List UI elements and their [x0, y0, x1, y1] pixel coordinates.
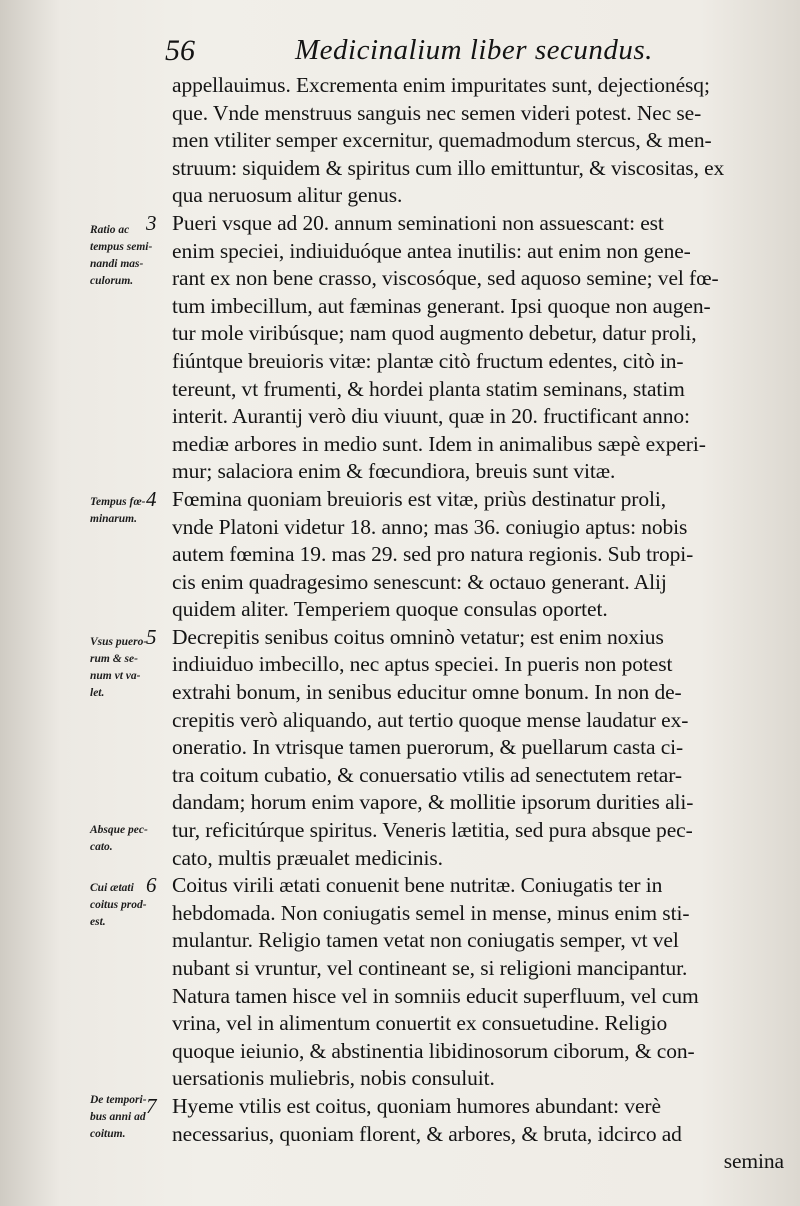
text-line: vrina, vel in alimentum conuertit ex consuetudine. Religio	[172, 1011, 668, 1036]
margin-note-line: culorum.	[90, 275, 134, 287]
text-line: tereunt, vt frumenti, & hordei planta statim seminans, statim	[172, 376, 685, 401]
text-line: qua neruosum alitur genus.	[172, 183, 403, 208]
margin-note-line: Cui ætati	[90, 882, 134, 894]
paragraph-number: 3	[146, 211, 157, 235]
text-line: struum: siquidem & spiritus cum illo emittuntur, & viscositas, ex	[172, 155, 725, 180]
margin-note-line: coitus prod-	[90, 899, 147, 911]
paragraph-number: 5	[146, 625, 157, 649]
margin-note-line: bus anni ad	[90, 1111, 146, 1123]
margin-note-line: let.	[90, 687, 105, 699]
text-line: nubant si vruntur, vel contineant se, si religioni mancipantur.	[172, 956, 688, 980]
text-line: Fœmina quoniam breuioris est vitæ, priùs destinatur proli,	[172, 486, 667, 511]
margin-note-line: De tempori-	[90, 1094, 147, 1106]
text-line: Decrepitis senibus coitus omninò vetatur; est enim noxius	[172, 624, 664, 649]
margin-note-absque	[90, 822, 174, 856]
text-line: Hyeme vtilis est coitus, quoniam humores abundant: verè	[172, 1093, 661, 1118]
text-line: cato, multis præualet medicinis.	[172, 845, 443, 870]
text-line: interit. Aurantij verò diu viuunt, quæ in 20. fructificant anno:	[172, 404, 690, 429]
text-line: mediæ arbores in medio sunt. Idem in animalibus sæpè experi-	[172, 431, 706, 456]
text-line: appellauimus. Excrementa enim impuritates sunt, dejectionésq;	[172, 73, 710, 97]
text-line: dandam; horum enim vapore, & mollitie ipsorum durities ali-	[172, 790, 694, 815]
text-line: mur; salaciora enim & fœcundiora, breuis sunt vitæ.	[172, 459, 616, 484]
margin-note-line: num vt va-	[90, 670, 141, 682]
text-line: quoque ieiunio, & abstinentia libidinosorum ciborum, & con-	[172, 1038, 695, 1063]
paragraph-number: 7	[146, 1094, 157, 1119]
margin-note-line: cato.	[90, 841, 113, 853]
margin-note-line: est.	[90, 916, 106, 928]
text-line: uersationis muliebris, nobis consuluit.	[172, 1066, 495, 1091]
margin-note-tempus	[90, 494, 174, 528]
text-line: autem fœmina 19. mas 29. sed pro natura regionis. Sub tropi-	[172, 542, 694, 567]
text-line: tum imbecillum, aut fæminas generant. Ipsi quoque non augen-	[172, 293, 711, 318]
margin-note-line: minarum.	[90, 513, 137, 525]
page-number: 56	[165, 34, 195, 67]
text-line: que. Vnde menstruus sanguis nec semen videri potest. Nec se-	[172, 100, 702, 125]
text-line: tur, reficitúrque spiritus. Veneris lætitia, sed pura absque pec-	[172, 818, 693, 843]
text-line: mulantur. Religio tamen vetat non coniugatis semper, vt vel	[172, 928, 679, 953]
text-line: Natura tamen hisce vel in somniis educit superfluum, vel cum	[172, 983, 699, 1008]
margin-note-line: Tempus fœ-	[90, 496, 146, 508]
text-line: Coitus virili ætati conuenit bene nutritæ. Coniugatis ter in	[172, 873, 663, 898]
margin-note-line: Absque pec-	[90, 824, 148, 836]
paragraph-number: 4	[146, 487, 157, 511]
text-line: rant ex non bene crasso, viscosóque, sed aquoso semine; vel fœ-	[172, 266, 719, 291]
body-text	[146, 72, 784, 1176]
text-line: quidem aliter. Temperiem quoque consulas oportet.	[172, 597, 608, 622]
margin-note-line: Ratio ac	[90, 224, 130, 236]
margin-note-line: Vsus puero-	[90, 636, 148, 648]
text-line: oneratio. In vtrisque tamen puerorum, & puellarum casta ci-	[172, 735, 684, 760]
text-line: fiúntque breuioris vitæ: plantæ citò fructum edentes, citò in-	[172, 348, 684, 373]
margin-note-cui	[90, 880, 174, 931]
text-line: vnde Platoni videtur 18. anno; mas 36. coniugio aptus: nobis	[172, 514, 688, 539]
text-line: tur mole viribúsque; nam quod augmento debetur, datur proli,	[172, 321, 697, 346]
text-line: indiuiduo imbecillo, nec aptus speciei. In pueris non potest	[172, 652, 673, 677]
text-line: hebdomada. Non coniugatis semel in mense, minus enim sti-	[172, 900, 690, 925]
text-line: enim speciei, indiuiduóque antea inutilis: aut enim non gene-	[172, 238, 691, 263]
text-line: Pueri vsque ad 20. annum seminationi non assuescant: est	[172, 210, 664, 235]
margin-note-line: tempus semi-	[90, 241, 153, 253]
margin-note-line: nandi mas-	[90, 258, 144, 270]
margin-note-line: rum & se-	[90, 653, 138, 665]
text-line: cis enim quadragesimo senescunt: & octauo generant. Alij	[172, 569, 667, 594]
paragraph-number: 6	[146, 873, 157, 898]
text-line: tra coitum cubatio, & conuersatio vtilis ad senectutem retar-	[172, 762, 682, 787]
running-title: Medicinalium liber secundus.	[295, 34, 653, 66]
margin-note-vsus	[90, 634, 174, 702]
text-line: semina	[723, 1149, 784, 1174]
margin-note-line: coitum.	[90, 1128, 126, 1140]
text-line: necessarius, quoniam florent, & arbores, & bruta, idcirco ad	[172, 1121, 682, 1146]
text-line: men vtiliter semper excernitur, quemadmodum stercus, & men-	[172, 128, 712, 153]
page-header	[160, 30, 780, 70]
margin-note-de-temporibus	[90, 1092, 174, 1143]
text-line: extrahi bonum, in senibus educitur omne bonum. In non de-	[172, 680, 682, 705]
text-line: crepitis verò aliquando, aut tertio quoque mense laudatur ex-	[172, 707, 689, 732]
margin-note-ratio	[90, 222, 174, 290]
